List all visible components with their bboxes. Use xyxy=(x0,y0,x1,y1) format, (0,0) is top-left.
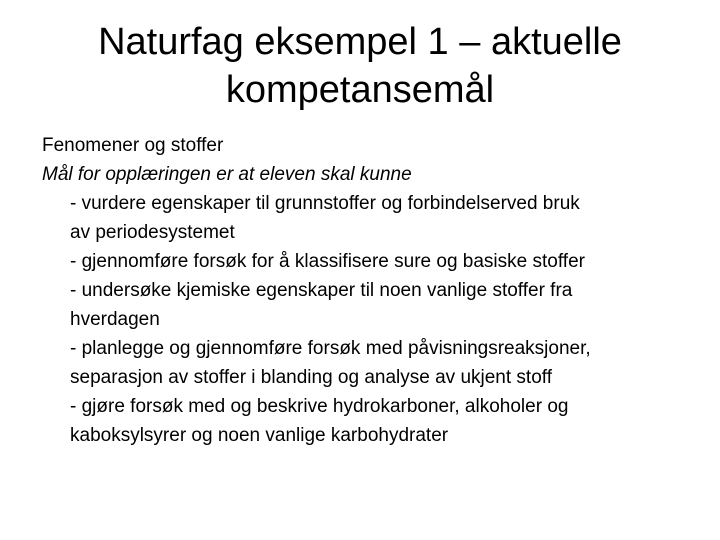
list-item-text: - planlegge og gjennomføre forsøk med påvisningsreaksjoner, xyxy=(70,338,591,359)
list-item xyxy=(70,392,692,450)
list-item-text-continued: hverdagen xyxy=(70,309,160,330)
slide-content xyxy=(42,131,692,450)
slide-title-line-2: kompetansemål xyxy=(225,69,495,111)
list-item-text: - gjennomføre forsøk for å klassifisere sure og basiske stoffer xyxy=(70,251,585,272)
list-item-text: - undersøke kjemiske egenskaper til noen vanlige stoffer fra xyxy=(70,280,573,301)
list-item xyxy=(70,276,692,334)
list-item-text: - vurdere egenskaper til grunnstoffer og forbindelserved bruk xyxy=(70,193,580,214)
list-item-text-continued: separasjon av stoffer i blanding og analyse av ukjent stoff xyxy=(70,367,552,388)
section-heading: Fenomener og stoffer xyxy=(42,135,224,156)
list-item xyxy=(70,334,692,392)
list-item-text-continued: kaboksylsyrer og noen vanlige karbohydrater xyxy=(70,425,449,446)
list-item-text: - gjøre forsøk med og beskrive hydrokarboner, alkoholer og xyxy=(70,396,569,417)
list-item xyxy=(70,247,692,276)
slide-title-line-1: Naturfag eksempel 1 – aktuelle xyxy=(98,21,622,63)
section-subheading: Mål for opplæringen er at eleven skal kunne xyxy=(42,164,412,185)
slide-title xyxy=(40,18,680,114)
list-item xyxy=(70,189,692,247)
list-item-text-continued: av periodesystemet xyxy=(70,222,235,243)
